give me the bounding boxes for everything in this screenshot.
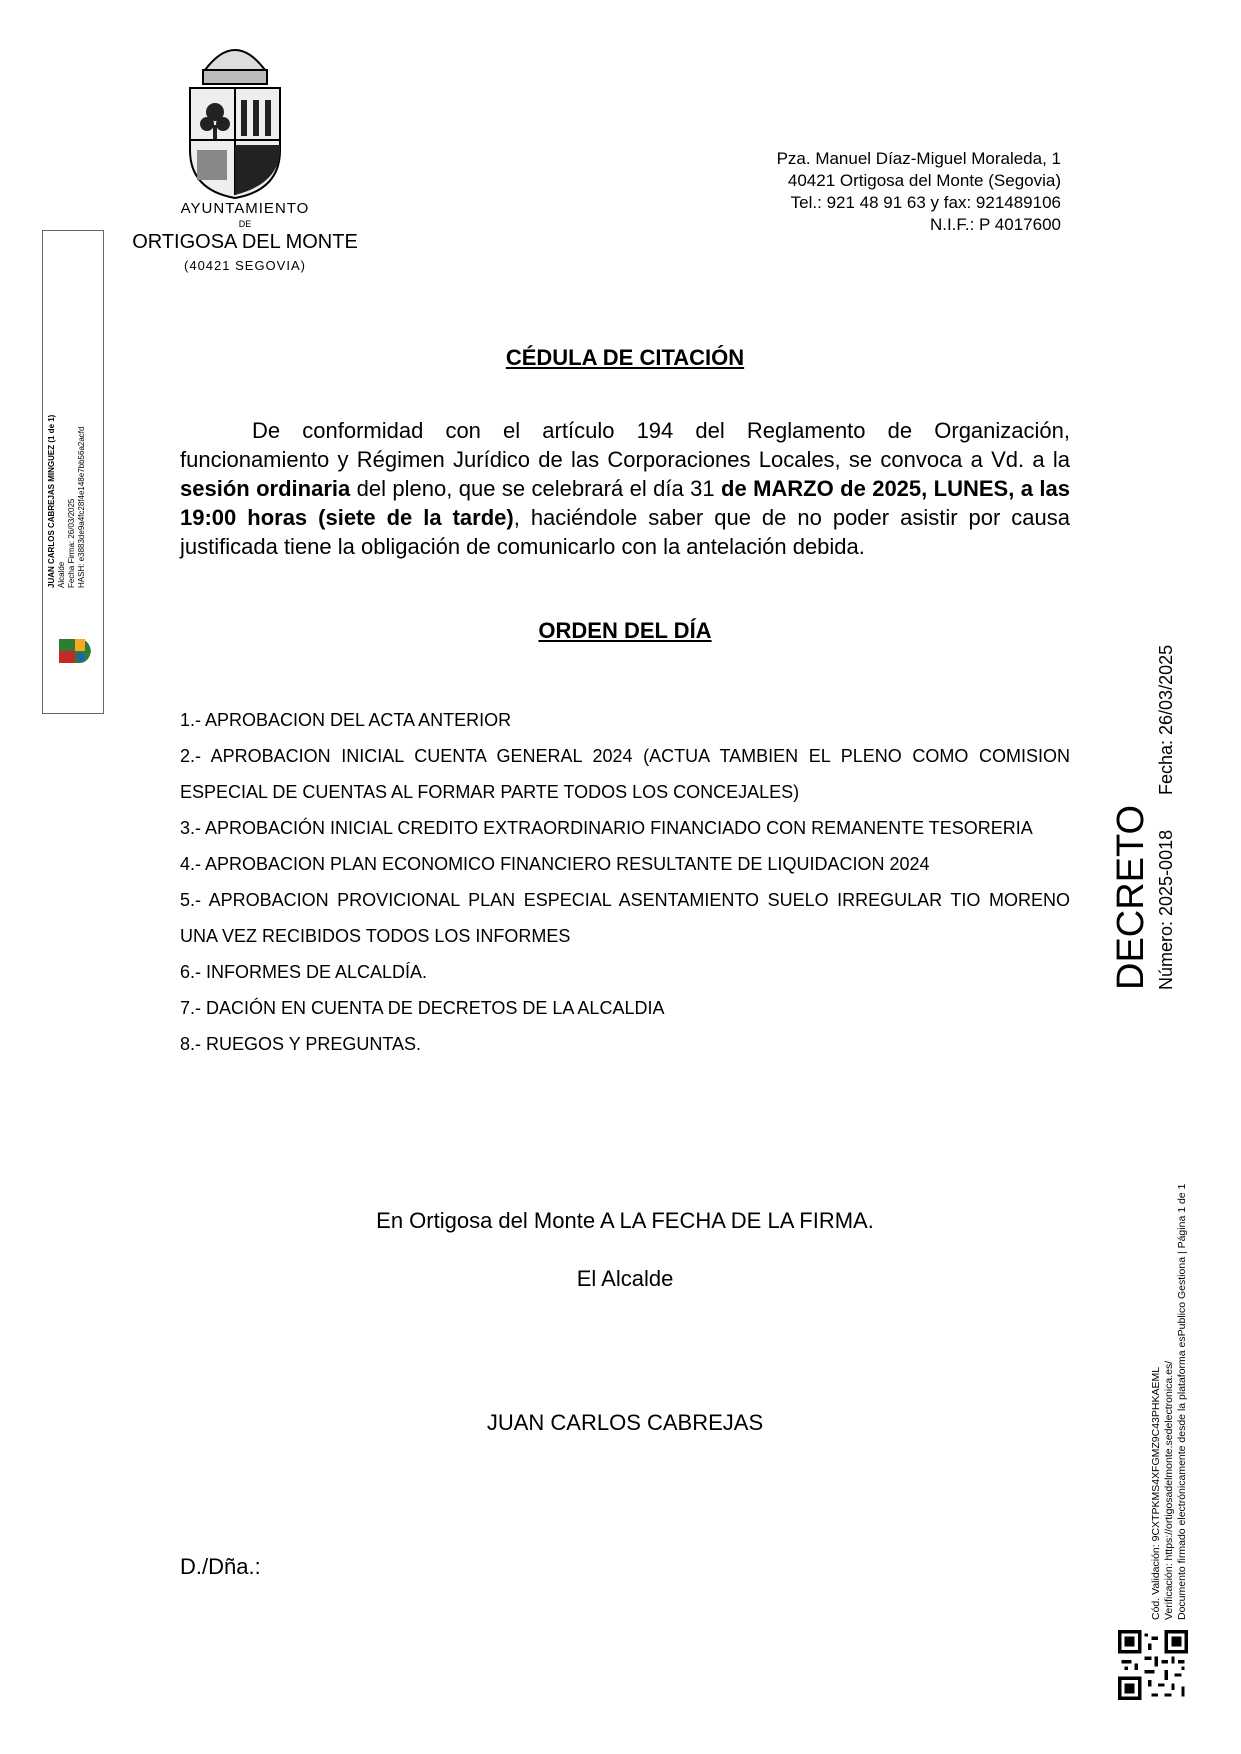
agenda-item: 6.- INFORMES DE ALCALDÍA. bbox=[180, 962, 428, 982]
contact-city: 40421 Ortigosa del Monte (Segovia) bbox=[787, 171, 1061, 190]
agenda-item: 5.- APROBACION PROVICIONAL PLAN ESPECIAL ASENTAMIENTO SUELO IRREGULAR TIO MORENO UNA VEZ RECIBIDOS TODOS LOS INFORMES bbox=[180, 890, 1070, 946]
signer-role: Alcalde bbox=[57, 561, 66, 588]
citation-paragraph bbox=[180, 416, 1070, 561]
agenda-item: 8.- RUEGOS Y PREGUNTAS. bbox=[180, 1034, 422, 1054]
document-title: CÉDULA DE CITACIÓN bbox=[505, 345, 745, 370]
paragraph-part3: , haciéndole saber que de no poder asistir por causa justificada tiene la obligación de comunicarlo con la antelación debida. bbox=[180, 505, 1070, 559]
agenda-title: ORDEN DEL DÍA bbox=[538, 618, 712, 643]
validation-code: Cód. Validación: 9CXTPKMS4XFGMZ9C43PHKAEML bbox=[1150, 1366, 1162, 1620]
closing-place: En Ortigosa del Monte A LA FECHA DE LA FIRMA. bbox=[376, 1208, 874, 1233]
recipient-label: D./Dña.: bbox=[180, 1554, 261, 1579]
mini-crest-icon bbox=[48, 634, 100, 668]
agenda-item: 3.- APROBACIÓN INICIAL CREDITO EXTRAORDINARIO FINANCIADO CON REMANENTE TESORERIA bbox=[180, 818, 1033, 838]
organization-block bbox=[110, 200, 380, 273]
electronic-signature-note: Documento firmado electrónicamente desde la plataforma esPublico Gestiona | Página 1 de 1 bbox=[1176, 1183, 1188, 1620]
contact-address: Pza. Manuel Díaz-Miguel Moraleda, 1 bbox=[776, 149, 1061, 168]
org-name-line3: ORTIGOSA DEL MONTE bbox=[132, 231, 358, 253]
signer-name: JUAN CARLOS CABREJAS bbox=[486, 1410, 764, 1435]
signature-hash: HASH: e3883de9a4fc28f4e148e7bb56a2acfd bbox=[77, 426, 86, 588]
org-name-line1: AYUNTAMIENTO bbox=[180, 200, 310, 217]
agenda-item: 1.- APROBACION DEL ACTA ANTERIOR bbox=[180, 710, 512, 730]
municipal-crest bbox=[175, 30, 295, 200]
paragraph-bold-session: sesión ordinaria bbox=[180, 476, 351, 501]
agenda-item: 4.- APROBACION PLAN ECONOMICO FINANCIERO RESULTANTE DE LIQUIDACION 2024 bbox=[180, 854, 930, 874]
org-name-line4: (40421 SEGOVIA) bbox=[184, 258, 306, 273]
decree-type: DECRETO bbox=[1110, 804, 1152, 990]
org-name-line2: DE bbox=[238, 219, 252, 229]
signer-full-name: JUAN CARLOS CABREJAS MINGUEZ (1 de 1) bbox=[47, 414, 56, 588]
paragraph-part1: De conformidad con el artículo 194 del Reglamento de Organización, funcionamiento y Régimen Jurídico de las Corporaciones Locales, se convoca a Vd. a la bbox=[180, 418, 1070, 472]
agenda-item: 7.- DACIÓN EN CUENTA DE DECRETOS DE LA ALCALDIA bbox=[180, 998, 665, 1018]
agenda-list bbox=[180, 702, 1070, 1062]
paragraph-part2: del pleno, que se celebrará el día 31 bbox=[350, 476, 721, 501]
contact-block bbox=[777, 148, 1061, 236]
decree-date: Fecha: 26/03/2025 bbox=[1156, 644, 1176, 795]
signature-date: Fecha Firma: 26/03/2025 bbox=[67, 498, 76, 588]
verification-url: Verificación: https://ortigosadelmonte.sedelectronica.es/ bbox=[1163, 1360, 1175, 1620]
agenda-item: 2.- APROBACION INICIAL CUENTA GENERAL 2024 (ACTUA TAMBIEN EL PLENO COMO COMISION ESPECIAL DE CUENTAS AL FORMAR PARTE TODOS LOS CONCEJALES) bbox=[180, 746, 1070, 802]
closing-role: El Alcalde bbox=[576, 1266, 674, 1291]
paragraph-bold-date: de MARZO de 2025, LUNES, a las 19:00 horas (siete de la tarde) bbox=[180, 476, 1070, 530]
decree-number: Número: 2025-0018 bbox=[1156, 829, 1176, 990]
contact-phone: Tel.: 921 48 91 63 y fax: 921489106 bbox=[790, 193, 1061, 212]
qr-code-icon bbox=[1118, 1630, 1188, 1700]
contact-nif: N.I.F.: P 4017600 bbox=[929, 215, 1061, 234]
